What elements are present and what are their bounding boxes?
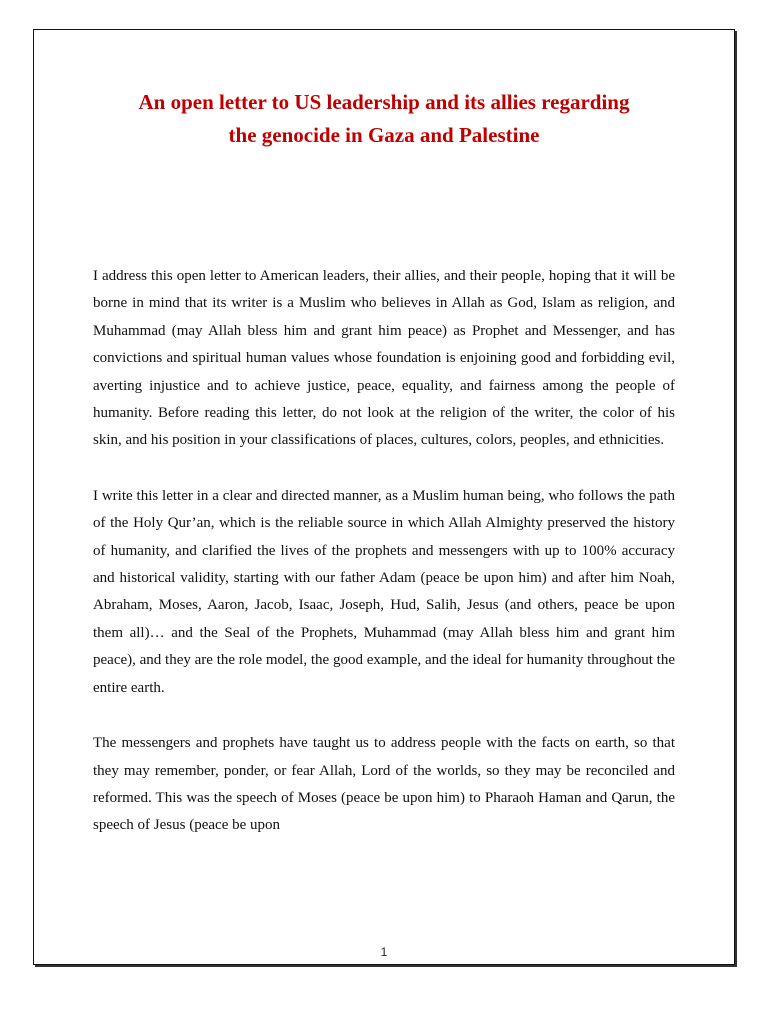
paragraph-1: I address this open letter to American leaders, their allies, and their people, hoping that it will be borne in mind that its writer is a Muslim who believes in Allah as God, Islam as religion, and Muhammad (may Allah bless him and grant him peace) as Prophet and Messenger, and has convictions and spiritual human values whose foundation is enjoining good and forbidding evil, averting injustice and to achieve justice, peace, equality, and fairness among the people of humanity. Before reading this letter, do not look at the religion of the writer, the color of his skin, and his position in your classifications of places, cultures, colors, peoples, and ethnicities. [93, 268, 675, 449]
paragraph-3: The messengers and prophets have taught us to address people with the facts on earth, so that they may remember, ponder, or fear Allah, Lord of the worlds, so they may be reconciled and reformed. This was the speech of Moses (peace be upon him) to Pharaoh Haman and Qarun, the speech of Jesus (peace be upon [93, 735, 675, 834]
letter-title [60, 86, 708, 152]
letter-body [93, 263, 675, 868]
title-line-2: the genocide in Gaza and Palestine [228, 123, 540, 147]
title-line-1: An open letter to US leadership and its allies regarding [138, 90, 630, 114]
page-number: 1 [380, 945, 388, 959]
paragraph-2: I write this letter in a clear and directed manner, as a Muslim human being, who follows the path of the Holy Qur’an, which is the reliable source in which Allah Almighty preserved the history of humanity, and clarified the lives of the prophets and messengers with up to 100% accuracy and historical validity, starting with our father Adam (peace be upon him) and after him Noah, Abraham, Moses, Aaron, Jacob, Isaac, Joseph, Hud, Salih, Jesus (and others, peace be upon them all)… and the Seal of the Prophets, Muhammad (may Allah bless him and grant him peace), and they are the role model, the good example, and the ideal for humanity throughout the entire earth. [93, 487, 675, 696]
